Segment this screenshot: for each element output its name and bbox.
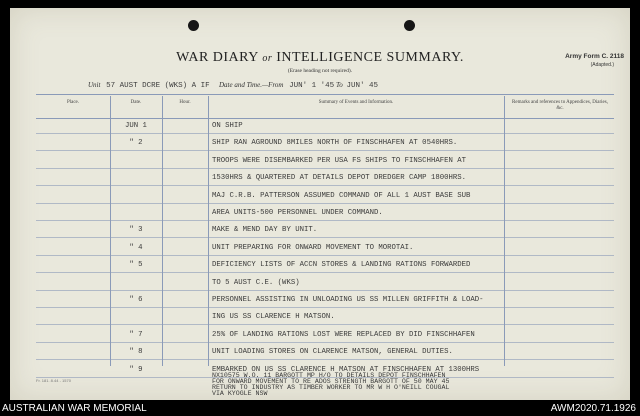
row-rule — [36, 185, 614, 186]
entry-text: SHIP RAN AGROUND 8MILES NORTH OF FINSCHHAFEN AT 0540HRS. — [212, 139, 458, 148]
row-rule — [36, 150, 614, 151]
entry-date: " 3 — [129, 226, 143, 235]
overtyped-line: VIA KYOGLE NSW — [212, 389, 268, 397]
entry-date: JUN 1 — [125, 122, 147, 130]
date-label: Date and Time.—From — [218, 81, 284, 89]
row-rule — [36, 272, 614, 273]
entry-date — [110, 190, 162, 203]
entry-date — [110, 172, 162, 185]
punch-hole-left — [188, 20, 199, 31]
form-footnote: Fr. 181. 8.44 - 1570 — [36, 378, 71, 383]
row-rule — [36, 290, 614, 291]
column-rule-hour — [208, 96, 209, 366]
unit-line — [88, 80, 608, 90]
punch-hole-right — [404, 20, 415, 31]
unit-value: 57 AUST DCRE (WKS) A IF — [106, 82, 210, 90]
diary-page — [10, 8, 630, 400]
col-header-place: Place. — [66, 100, 80, 105]
form-title — [10, 50, 630, 66]
row-rule — [36, 220, 614, 221]
date-to: JUN' 45 — [346, 82, 379, 90]
form-subtitle: (Erase heading not required). — [287, 68, 353, 74]
army-form-adapted: (Adapted.) — [590, 62, 614, 68]
row-rule — [36, 342, 614, 343]
entry-text: AREA UNITS-500 PERSONNEL UNDER COMMAND. — [212, 209, 383, 217]
entry-text: ON SHIP — [212, 122, 243, 130]
entry-date: " 8 — [129, 348, 143, 357]
overtyped-line: NX10575 W.O. 11 BARGOTT MP H/O TO DETAILS DEPOT FINSCHHAFEN — [212, 371, 446, 379]
to-label: To — [336, 81, 343, 89]
column-rule-date — [162, 96, 163, 366]
entry-date: " 5 — [129, 261, 143, 270]
entry-text: PERSONNEL ASSISTING IN UNLOADING US SS MILLEN GRIFFITH & LOAD- — [212, 296, 484, 304]
row-rule — [36, 203, 614, 204]
title-or: or — [262, 53, 273, 64]
entry-date — [110, 277, 162, 290]
row-rule — [36, 359, 614, 360]
army-form-label: Army Form C. 2118 — [565, 53, 624, 60]
date-from: JUN' 1 '45 — [289, 82, 335, 90]
unit-label: Unit — [88, 81, 101, 89]
header-top-rule — [36, 94, 614, 95]
col-header-remarks: Remarks and references to Appendices, Diaries, &c. — [512, 100, 608, 111]
col-header-hour: Hour. — [179, 100, 191, 105]
entry-date — [110, 311, 162, 324]
entry-text: TO 5 AUST C.E. (WKS) — [212, 278, 300, 287]
entry-text: UNIT LOADING STORES ON CLARENCE MATSON, GENERAL DUTIES. — [212, 348, 453, 357]
entry-date: " 2 — [129, 139, 143, 148]
col-header-date: Date. — [130, 100, 142, 105]
entry-text: MAJ C.R.B. PATTERSON ASSUMED COMMAND OF ALL 1 AUST BASE SUB — [212, 191, 471, 200]
row-rule — [36, 237, 614, 238]
row-rule — [36, 168, 614, 169]
entry-text: TROOPS WERE DISEMBARKED PER USA FS SHIPS TO FINSCHHAFEN AT — [212, 156, 466, 165]
entry-date: " 7 — [129, 330, 143, 339]
title-intelligence-summary: INTELLIGENCE SUMMARY. — [276, 50, 464, 65]
title-war-diary: WAR DIARY — [176, 50, 259, 65]
entry-text: MAKE & MEND DAY BY UNIT. — [212, 226, 318, 235]
row-rule — [36, 255, 614, 256]
row-rule — [36, 307, 614, 308]
army-form-number — [565, 52, 624, 70]
entry-text: UNIT PREPARING FOR ONWARD MOVEMENT TO MOROTAI. — [212, 243, 414, 252]
entry-text: ING US SS CLARENCE H MATSON. — [212, 313, 335, 322]
entry-date — [110, 155, 162, 168]
entry-text: 25% OF LANDING RATIONS LOST WERE REPLACED BY DID FINSCHHAFEN — [212, 330, 475, 339]
entry-date — [110, 207, 162, 220]
entry-date: " 9 — [129, 365, 143, 374]
entry-text: EMBARKED ON US SS CLARENCE H MATSON AT FINSCHHAFEN AT 1300HRS — [212, 365, 480, 374]
row-rule — [36, 324, 614, 325]
row-rule — [36, 133, 614, 134]
col-header-summary: Summary of Events and Information. — [318, 100, 394, 105]
entry-date: " 6 — [129, 296, 143, 304]
entry-date: " 4 — [129, 243, 143, 252]
overtyped-line: RETURN TO INDUSTRY AS TIMBER WORKER TO MR W H O'NEILL COUGAL — [212, 383, 450, 391]
overtyped-line: FOR ONWARD MOVEMENT TO RE ADOS STRENGTH BARGOTT OF 50 MAY 45 — [212, 377, 450, 385]
header-bottom-rule — [36, 118, 614, 119]
entry-text: DEFICIENCY LISTS OF ACCN STORES & LANDING RATIONS FORWARDED — [212, 261, 471, 270]
archive-reference: AWM2020.71.1926 — [550, 403, 636, 414]
archive-caption: AUSTRALIAN WAR MEMORIAL — [2, 403, 147, 414]
entry-text: 1530HRS & QUARTERED AT DETAILS DEPOT DREDGER CAMP 1800HRS. — [212, 174, 466, 183]
